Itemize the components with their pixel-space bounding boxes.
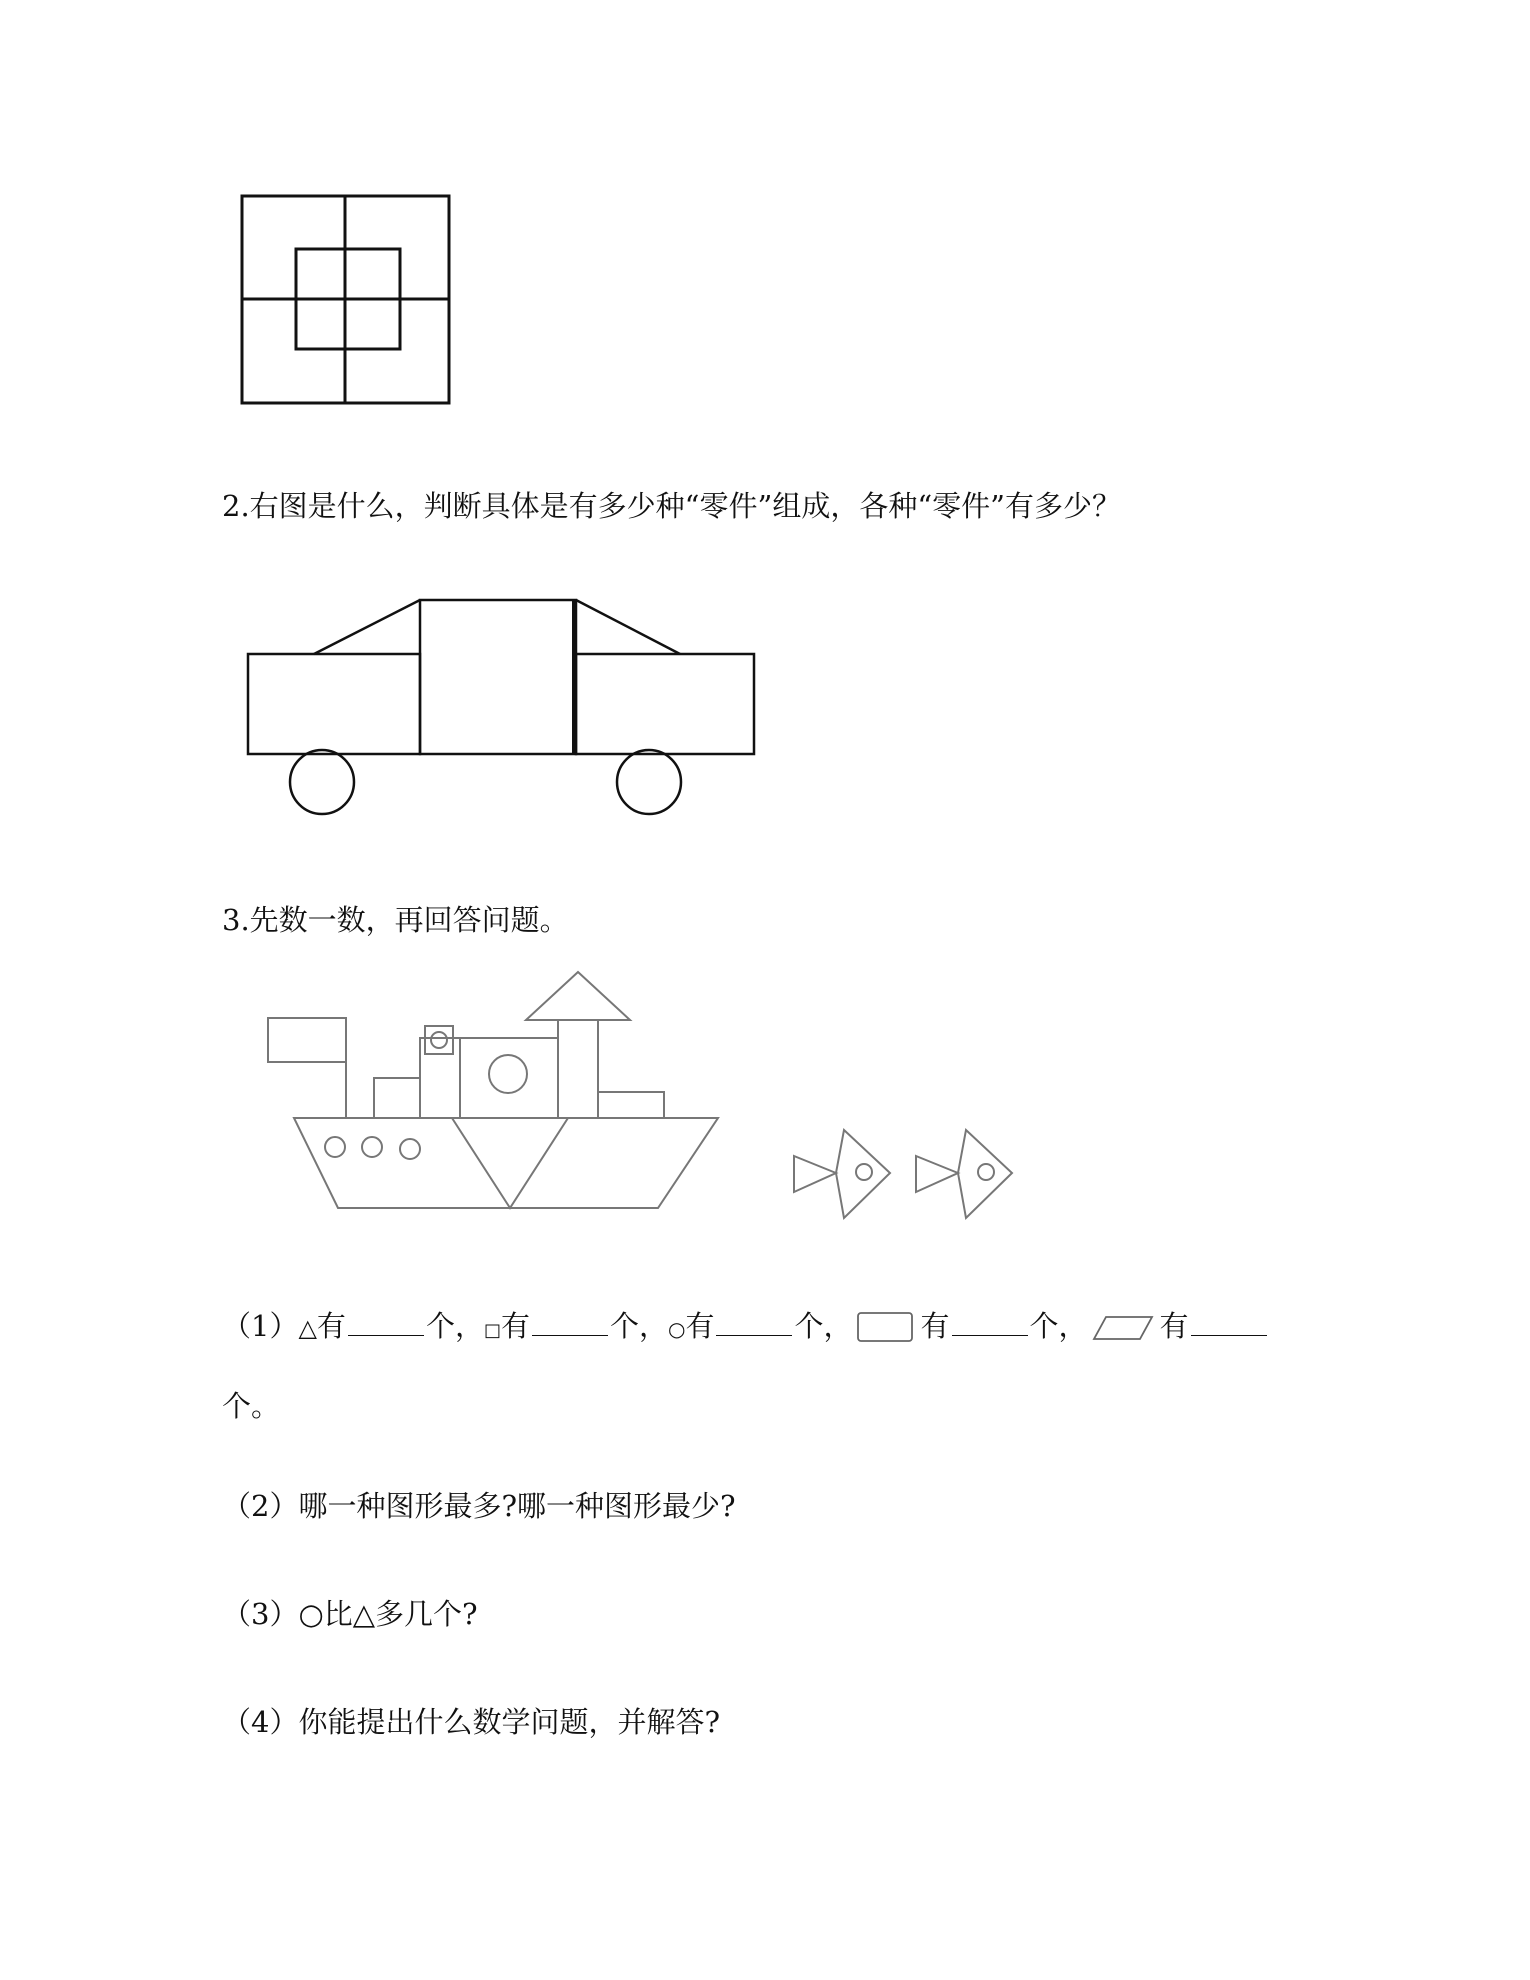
fish-1-body xyxy=(836,1130,890,1218)
triangle-symbol: △ xyxy=(298,1314,317,1342)
cabin-small-rectangle xyxy=(374,1078,420,1118)
you-label: 有 xyxy=(500,1309,530,1343)
square-symbol: □ xyxy=(483,1320,501,1341)
you-label: 有 xyxy=(1159,1309,1189,1343)
ge-comma: 个， xyxy=(794,1309,853,1343)
subquestion-3-text: （3）○比△多几个? xyxy=(222,1597,478,1631)
car-right-wheel xyxy=(617,750,681,814)
parallelogram-count-blank[interactable] xyxy=(1191,1309,1267,1336)
you-label: 有 xyxy=(316,1309,346,1343)
subquestion-1-ending-text: 个。 xyxy=(222,1389,281,1423)
flag-rectangle xyxy=(268,1018,346,1062)
fish-2-body xyxy=(958,1130,1012,1218)
rectangle-shape-icon xyxy=(856,1311,916,1345)
subquestion-2-text: （2）哪一种图形最多?哪一种图形最少? xyxy=(222,1489,736,1523)
car-left-slope xyxy=(314,600,420,654)
fish-1-tail xyxy=(794,1156,836,1192)
ge-comma: 个， xyxy=(425,1309,484,1343)
car-left-wheel xyxy=(290,750,354,814)
car-figure xyxy=(244,592,764,832)
subquestion-3 xyxy=(222,1594,478,1634)
cabin-window-circle xyxy=(431,1032,447,1048)
chimney-rectangle xyxy=(558,1020,598,1118)
subquestion-4-text: （4）你能提出什么数学问题，并解答? xyxy=(222,1705,720,1739)
cabin-round-window xyxy=(489,1055,527,1093)
deck-rectangle xyxy=(598,1092,664,1118)
cabin-window-square xyxy=(425,1026,453,1054)
car-right-slope xyxy=(576,600,680,654)
rectangle-count-blank[interactable] xyxy=(952,1309,1028,1336)
car-right-rectangle xyxy=(576,654,754,754)
question-2 xyxy=(222,486,1121,526)
nested-square-figure xyxy=(238,192,458,412)
question-3 xyxy=(222,900,569,940)
ship-and-fish-figure xyxy=(258,968,1028,1228)
chimney-triangle xyxy=(526,972,630,1020)
hull-middle-triangle xyxy=(452,1118,568,1208)
question-2-text: 2.右图是什么，判断具体是有多少种“零件”组成，各种“零件”有多少？ xyxy=(222,489,1121,523)
fish-2-tail xyxy=(916,1156,958,1192)
cabin-main-rectangle xyxy=(460,1038,558,1118)
subquestion-1 xyxy=(222,1306,1269,1351)
parallelogram-shape-icon xyxy=(1092,1313,1156,1343)
car-middle-rectangle xyxy=(420,600,576,754)
car-left-rectangle xyxy=(248,654,420,754)
square-count-blank[interactable] xyxy=(532,1309,608,1336)
question-3-text: 3.先数一数，再回答问题。 xyxy=(222,903,569,937)
you-label: 有 xyxy=(685,1309,715,1343)
subquestion-4 xyxy=(222,1702,720,1742)
subquestion-2 xyxy=(222,1486,736,1526)
subquestion-1-prefix: （1） xyxy=(222,1309,299,1343)
circle-symbol: ○ xyxy=(668,1317,686,1341)
triangle-count-blank[interactable] xyxy=(348,1309,424,1336)
hull xyxy=(294,1118,718,1208)
subquestion-1-ending xyxy=(222,1386,280,1426)
ge-comma: 个， xyxy=(1029,1309,1088,1343)
circle-count-blank[interactable] xyxy=(716,1309,792,1336)
you-label: 有 xyxy=(920,1309,950,1343)
ge-comma: 个， xyxy=(609,1309,668,1343)
